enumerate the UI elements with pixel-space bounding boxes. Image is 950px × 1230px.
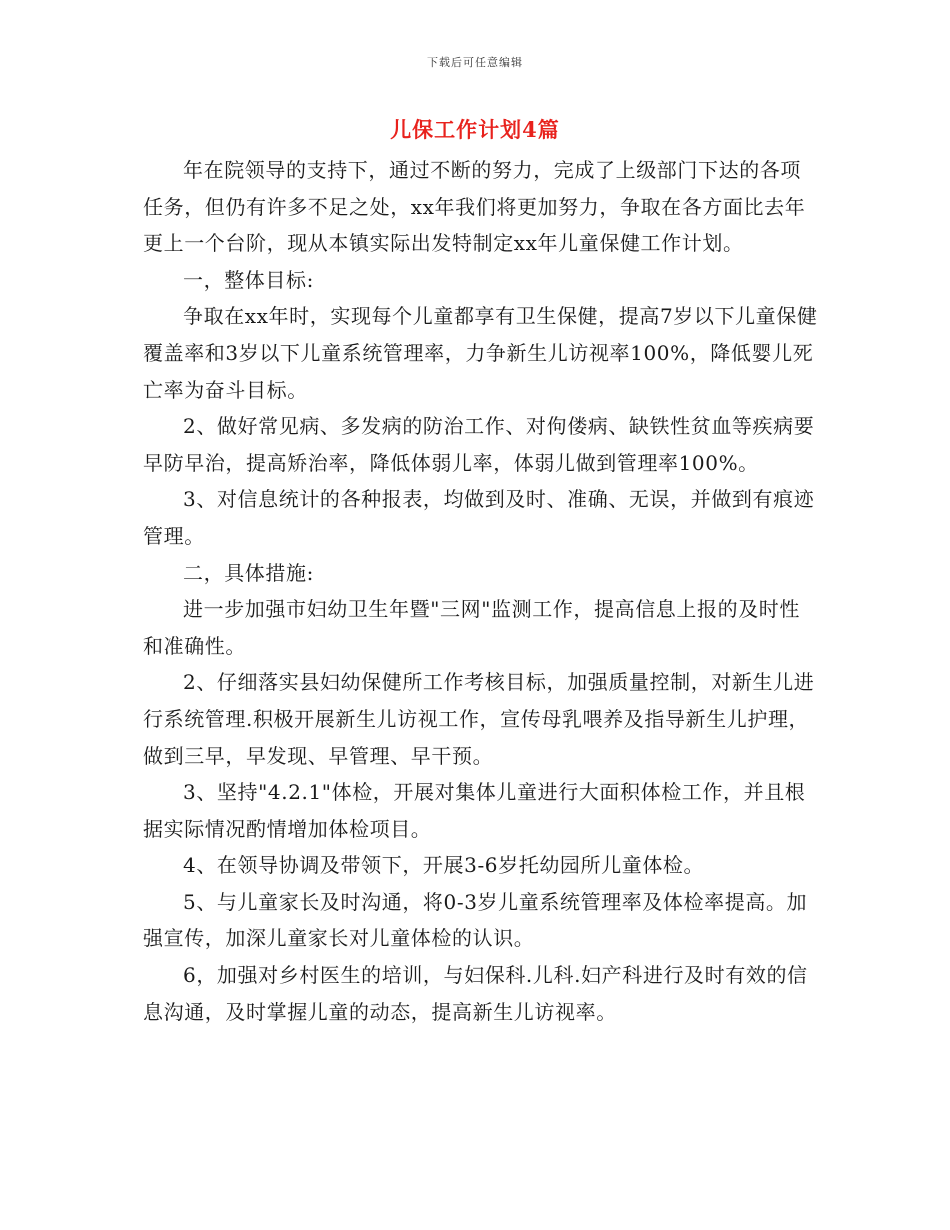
paragraph-measure-1: 进一步加强市妇幼卫生年暨"三网"监测工作，提高信息上报的及时性和准确性。 xyxy=(143,597,800,658)
page-header-note: 下载后可任意编辑 xyxy=(427,56,523,69)
paragraph-goal-1: 争取在xx年时，实现每个儿童都享有卫生保健，提高7岁以下儿童保健覆盖率和3岁以下儿童系统管理率，力争新生儿访视率100%，降低婴儿死亡率为奋斗目标。 xyxy=(143,304,818,402)
paragraph-measure-4: 4、在领导协调及带领下，开展3-6岁托幼园所儿童体检。 xyxy=(183,853,705,878)
paragraph-goal-3: 3、对信息统计的各种报表，均做到及时、准确、无误，并做到有痕迹管理。 xyxy=(143,487,815,548)
paragraph-measure-6: 6，加强对乡村医生的培训，与妇保科.儿科.妇产科进行及时有效的信息沟通，及时掌握儿童的动态，提高新生儿访视率。 xyxy=(143,963,808,1024)
paragraph-measure-5: 5、与儿童家长及时沟通，将0-3岁儿童系统管理率及体检率提高。加强宣传，加深儿童家长对儿童体检的认识。 xyxy=(143,889,808,951)
section-heading-overall-goal: 一，整体目标: xyxy=(183,267,314,292)
paragraph-intro: 年在院领导的支持下，通过不断的努力，完成了上级部门下达的各项任务，但仍有许多不足之处，xx年我们将更加努力，争取在各方面比去年更上一个台阶，现从本镇实际出发特制定xx年儿童保健工作计划。 xyxy=(143,158,806,256)
paragraph-measure-2: 2、仔细落实县妇幼保健所工作考核目标，加强质量控制，对新生儿进行系统管理.积极开展新生儿访视工作，宣传母乳喂养及指导新生儿护理，做到三早，早发现、早管理、早干预。 xyxy=(143,670,815,768)
document-body xyxy=(143,152,818,1030)
section-heading-measures: 二，具体措施: xyxy=(183,560,314,585)
document-title: 儿保工作计划4篇 xyxy=(390,117,560,142)
paragraph-measure-3: 3、坚持"4.2.1"体检，开展对集体儿童进行大面积体检工作，并且根据实际情况酌情增加体检项目。 xyxy=(143,780,806,841)
paragraph-goal-2: 2、做好常见病、多发病的防治工作、对佝偻病、缺铁性贫血等疾病要早防早治，提高矫治率，降低体弱儿率，体弱儿做到管理率100%。 xyxy=(143,414,815,475)
